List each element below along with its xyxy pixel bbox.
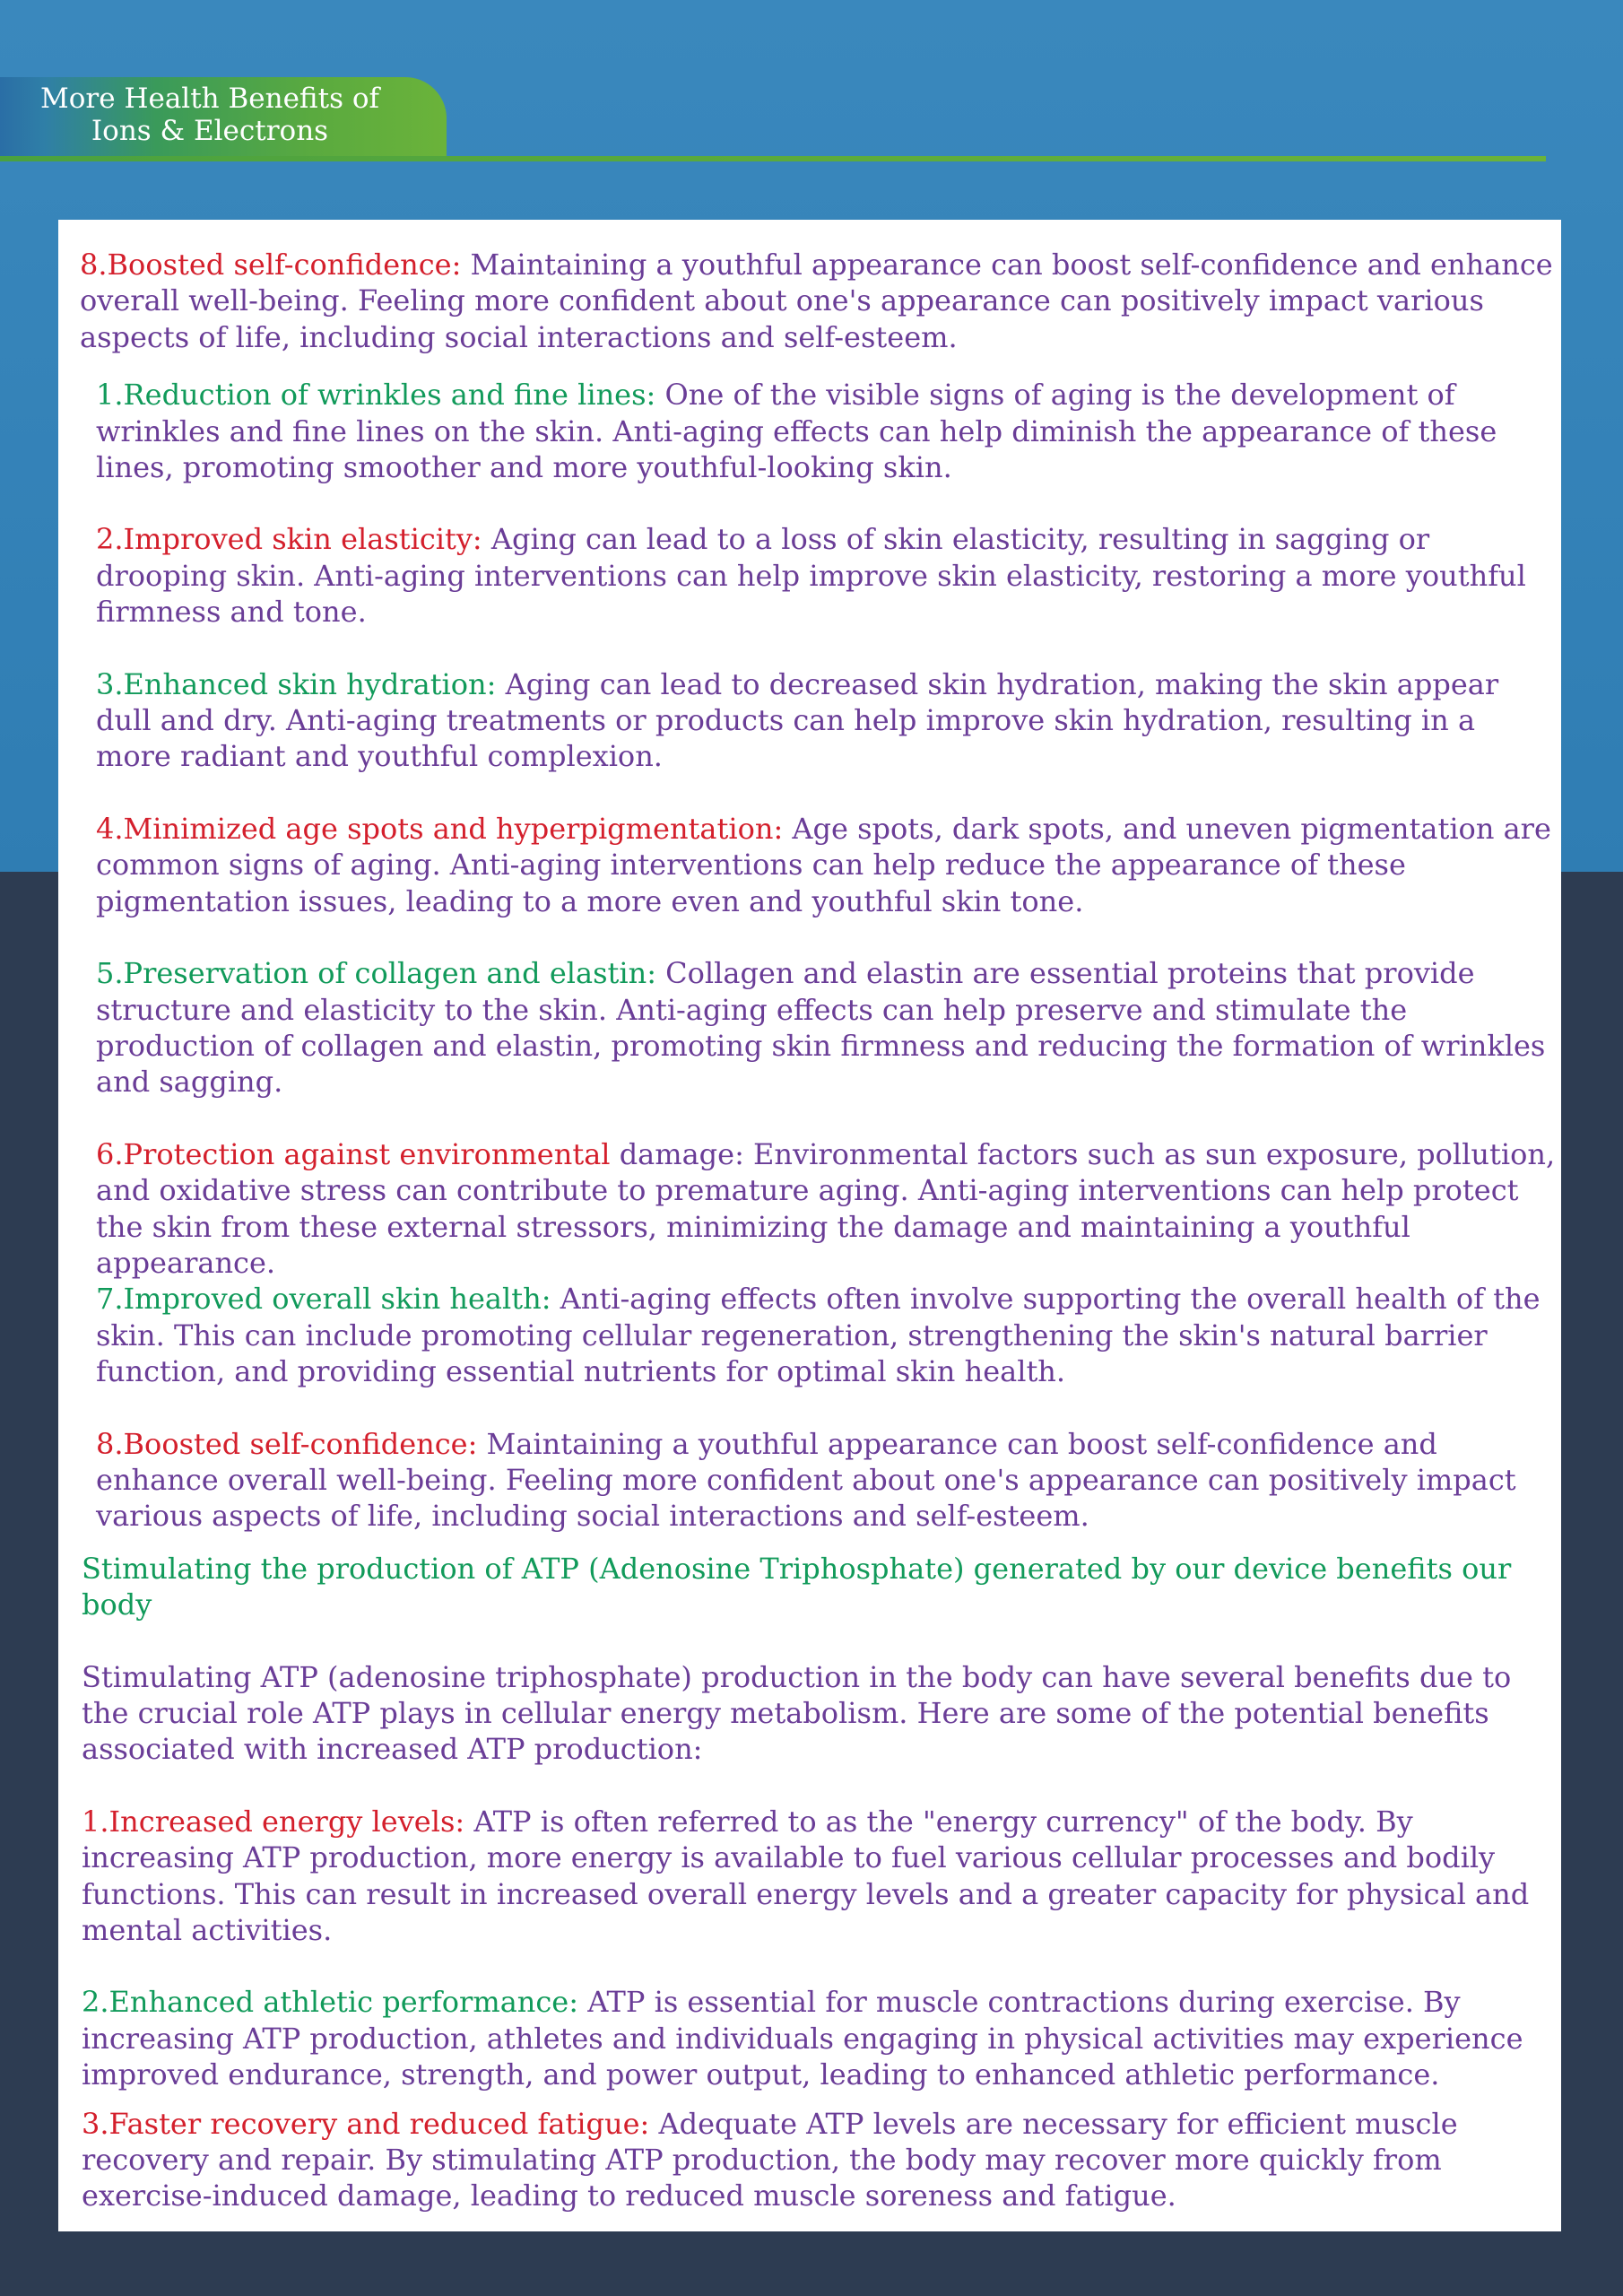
page-title: [22, 83, 398, 147]
item-key: 3.Enhanced skin hydration:: [96, 666, 497, 701]
item-key: 2.Enhanced athletic performance:: [82, 1985, 579, 2020]
anti-aging-item-2: [96, 521, 1559, 630]
anti-aging-item-3: [96, 666, 1559, 775]
atp-intro-paragraph: Stimulating ATP (adenosine triphosphate) production in the body can have several benefits due to the crucial role ATP plays in cellular energy metabolism. Here are some of the potential benefits associated with increased ATP production:: [82, 1659, 1512, 1767]
item-text: Maintaining a youthful appearance can boost self-confidence and enhance overall well-being. Feeling more confident about one's appearance can positively impact various aspects of life, including social interactions and self-esteem.: [96, 1426, 1516, 1534]
item-key: 5.Preservation of collagen and elastin:: [96, 956, 656, 991]
item-text: Aging can lead to a loss of skin elasticity, resulting in sagging or drooping skin. Anti-aging interventions can help improve skin elasticity, restoring a more youthful firmness and tone.: [96, 522, 1526, 630]
atp-item-2: [82, 1984, 1559, 2092]
item-key: 6.Protection against environmental: [96, 1136, 611, 1171]
item-text: Age spots, dark spots, and uneven pigmentation are common signs of aging. Anti-aging interventions can help reduce the appearance of these pigmentation issues, leading to a more even and youthful skin tone.: [96, 811, 1551, 918]
item-text: Anti-aging effects often involve supporting the overall health of the skin. This can include promoting cellular regeneration, strengthening the skin's natural barrier function, and providing essential nutrients for optimal skin health.: [96, 1282, 1541, 1389]
page-title-line-2: Ions & Electrons: [91, 115, 329, 147]
item-key: 1.Reduction of wrinkles and fine lines:: [96, 378, 656, 413]
atp-item-1: [82, 1804, 1559, 1949]
anti-aging-item-8: [96, 1426, 1559, 1535]
item-text: ATP is essential for muscle contractions during exercise. By increasing ATP production, athletes and individuals engaging in physical activities may experience improved endurance, strength, and power output, leading to enhanced athletic performance.: [82, 1985, 1523, 2092]
item-text: ATP is often referred to as the "energy currency" of the body. By increasing ATP production, more energy is available to fuel various cellular processes and bodily functions. This can result in increased overall energy levels and a greater capacity for physical and mental activities.: [82, 1804, 1530, 1948]
item-key: 4.Minimized age spots and hyperpigmentation:: [96, 811, 784, 846]
item-key: 3.Faster recovery and reduced fatigue:: [82, 2106, 650, 2141]
anti-aging-item-5: [96, 955, 1559, 1100]
anti-aging-item-6: [96, 1136, 1559, 1282]
anti-aging-item-4: [96, 811, 1559, 919]
item-key: 2.Improved skin elasticity:: [96, 522, 482, 557]
item-key: 7.Improved overall skin health:: [96, 1282, 551, 1317]
item-text: One of the visible signs of aging is the development of wrinkles and fine lines on the skin. Anti-aging effects can help diminish the appearance of these lines, promoting smoother and more youthful-looking skin.: [96, 378, 1497, 485]
item-text: Adequate ATP levels are necessary for efficient muscle recovery and repair. By stimulating ATP production, the body may recover more quickly from exercise-induced damage, leading to reduced muscle soreness and fatigue.: [82, 2106, 1458, 2213]
atp-section-heading: Stimulating the production of ATP (Adenosine Triphosphate) generated by our device benefits our body: [82, 1551, 1512, 1622]
intro-paragraph: [80, 247, 1559, 355]
item-key-continued: damage:: [610, 1136, 744, 1171]
intro-text: Maintaining a youthful appearance can boost self-confidence and enhance overall well-being. Feeling more confident about one's appearance can positively impact various aspects of life, including social interactions and self-esteem.: [80, 248, 1553, 354]
content-body: [80, 247, 1559, 2214]
item-text: Environmental factors such as sun exposure, pollution, and oxidative stress can contribute to premature aging. Anti-aging interventions can help protect the skin from these external stressors, minimizing the damage and maintaining a youthful appearance.: [96, 1136, 1556, 1280]
item-key: 8.Boosted self-confidence:: [96, 1426, 478, 1461]
anti-aging-item-1: [96, 377, 1559, 485]
content-card: [58, 220, 1561, 2231]
intro-key: 8.Boosted self-confidence:: [80, 248, 462, 282]
title-underline: [0, 156, 1546, 161]
atp-item-3: [82, 2106, 1559, 2214]
anti-aging-item-7: [96, 1281, 1559, 1389]
item-text: Aging can lead to decreased skin hydration, making the skin appear dull and dry. Anti-aging treatments or products can help improve skin hydration, resulting in a more radiant and youthful complexion.: [96, 666, 1499, 774]
item-key: 1.Increased energy levels:: [82, 1804, 465, 1839]
item-text: Collagen and elastin are essential proteins that provide structure and elasticity to the skin. Anti-aging effects can help preserve and stimulate the production of collagen and elastin, promoting skin firmness and reducing the formation of wrinkles and sagging.: [96, 956, 1546, 1100]
page-title-line-1: More Health Benefits of: [40, 83, 379, 115]
